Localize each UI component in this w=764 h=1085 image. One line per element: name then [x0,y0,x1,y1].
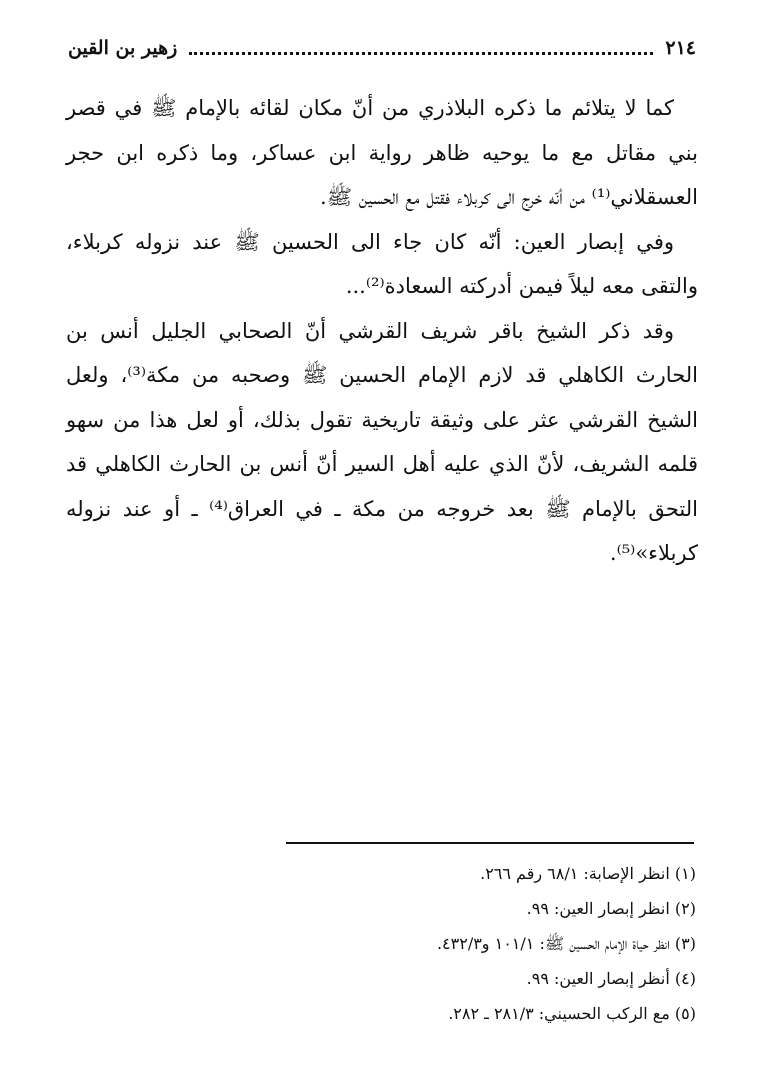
main-text [66,86,698,576]
header-dot-leader [189,49,653,55]
footnotes [136,856,696,1031]
running-title: زهير بن القين [68,37,178,59]
paragraph-1: كما لا يتلائم ما ذكره البلاذري من أنّ مكان لقائه بالإمام ﷺ في قصر بني مقاتل مع ما يوحيه ظاهر رواية ابن عساكر، وما ذكره ابن حجر العسقلاني⁽¹⁾ من أنّه خرج الى كربلاء فقتل مع الحسين ﷺ. [66,96,698,209]
paragraph-3: وقد ذكر الشيخ باقر شريف القرشي أنّ الصحابي الجليل أنس بن الحارث الكاهلي قد لازم الإمام الحسين ﷺ وصحبه من مكة⁽³⁾، ولعل الشيخ القرشي عثر على وثيقة تاريخية تقول بذلك، أو لعل هذا من سهو قلمه الشريف، لأنّ الذي عليه أهل السير أنّ أنس بن الحارث الكاهلي قد التحق بالإمام ﷺ بعد خروجه من مكة ـ في العراق⁽⁴⁾ ـ أو عند نزوله كربلاء»⁽⁵⁾. [66,318,699,565]
footnote-separator [286,842,694,844]
paragraph-2: وفي إبصار العين: أنّه كان جاء الى الحسين ﷺ عند نزوله كربلاء، والتقى معه ليلاً فيمن أدركته السعادة⁽²⁾... [66,229,698,298]
footnote-2: (٢) انظر إبصار العين: ٩٩. [526,899,696,918]
page-header [68,30,696,66]
footnote-4: (٤) أنظر إبصار العين: ٩٩. [526,969,696,988]
footnote-3: (٣) انظر حياة الإمام الحسين ﷺ: ١٠١/١ و٤٣٢/٣. [436,934,696,953]
footnote-5: (٥) مع الركب الحسيني: ٢٨١/٣ ـ ٢٨٢. [448,1004,696,1023]
page-number: ٢١٤ [665,37,696,59]
footnote-1: (١) انظر الإصابة: ٦٨/١ رقم ٢٦٦. [480,864,696,883]
